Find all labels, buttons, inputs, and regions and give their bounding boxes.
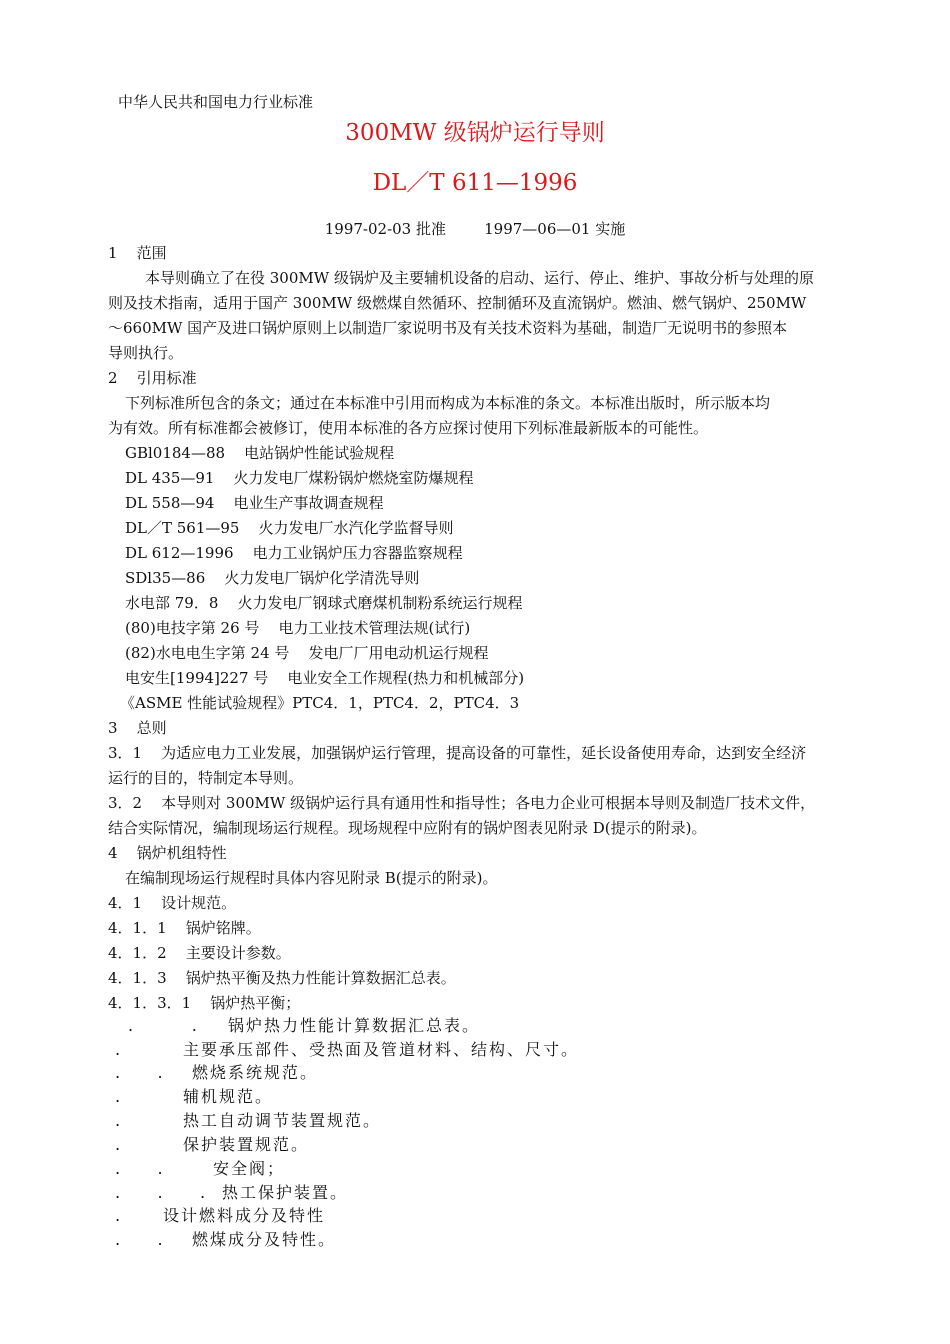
list-item	[115, 1183, 349, 1203]
list-item	[115, 1206, 326, 1226]
list-item-text: 热工自动调节装置规范。	[183, 1111, 382, 1130]
list-item-dots: .	[115, 1087, 123, 1106]
list-item	[115, 1087, 274, 1107]
reference-item: 电安生[1994]227 号 电业安全工作规程(热力和机械部分)	[125, 669, 525, 687]
list-item-text: 燃烧系统规范。	[192, 1063, 319, 1082]
list-item-dots: .	[115, 1206, 123, 1225]
list-item	[115, 1040, 580, 1060]
list-item	[128, 1016, 481, 1036]
list-item-dots: . .	[115, 1230, 165, 1249]
list-item	[115, 1063, 319, 1083]
list-item-dots: .	[115, 1111, 123, 1130]
list-item-dots: . .	[128, 1016, 199, 1035]
reference-item: SDl35—86 火力发电厂锅炉化学清洗导则	[125, 569, 420, 587]
reference-item: 水电部 79．8 火力发电厂钢球式磨煤机制粉系统运行规程	[125, 594, 523, 612]
section-2-heading: 2 引用标准	[108, 369, 197, 387]
reference-item: DL 558—94 电业生产事故调查规程	[125, 494, 384, 512]
list-item	[115, 1159, 286, 1179]
list-item-dots: .	[115, 1040, 123, 1059]
reference-item: DL 612—1996 电力工业锅炉压力容器监察规程	[125, 544, 463, 562]
list-item-text: 辅机规范。	[183, 1087, 274, 1106]
list-item-dots: .	[115, 1135, 123, 1154]
section-1-heading: 1 范围	[108, 244, 167, 262]
clause-3-1-continued: 运行的目的，特制定本导则。	[108, 769, 304, 787]
list-item-text: 燃煤成分及特性。	[192, 1230, 337, 1249]
reference-item: DL／T 561—95 火力发电厂水汽化学监督导则	[125, 519, 454, 537]
clause-4-1-3-1: 4．1．3．1 锅炉热平衡；	[108, 994, 301, 1012]
clause-3-2: 3．2 本导则对 300MW 级锅炉运行具有通用性和指导性；各电力企业可根据本导则及制造厂技术文件，	[108, 794, 816, 812]
list-item	[115, 1135, 310, 1155]
section-3-heading: 3 总则	[108, 719, 167, 737]
list-item-text: 锅炉热力性能计算数据汇总表。	[228, 1016, 481, 1035]
reference-item: GBl0184—88 电站锅炉性能试验规程	[125, 444, 395, 462]
clause-4-1-1: 4．1．1 锅炉铭牌。	[108, 919, 261, 937]
section-2-paragraph: 下列标准所包含的条文；通过在本标准中引用而构成为本标准的条文。本标准出版时，所示版本均	[125, 394, 771, 412]
section-4-paragraph: 在编制现场运行规程时具体内容见附录 B(提示的附录)。	[125, 869, 498, 887]
section-1-paragraph: ～660MW 国产及进口锅炉原则上以制造厂家说明书及有关技术资料为基础，制造厂无说明书的参照本	[108, 319, 788, 337]
approval-dates: 1997-02-03 批准 1997—06—01 实施	[324, 220, 626, 238]
list-item-text: 主要承压部件、受热面及管道材料、结构、尺寸。	[183, 1040, 580, 1059]
list-item-dots: . . .	[115, 1183, 208, 1202]
list-item-text: 热工保护装置。	[222, 1183, 349, 1202]
reference-item: (82)水电电生字第 24 号 发电厂厂用电动机运行规程	[125, 644, 489, 662]
section-4-heading: 4 锅炉机组特性	[108, 844, 227, 862]
list-item	[115, 1230, 337, 1250]
list-item-text: 保护装置规范。	[183, 1135, 310, 1154]
standard-type: 中华人民共和国电力行业标准	[118, 93, 314, 111]
clause-4-1: 4．1 设计规范。	[108, 894, 237, 912]
list-item-dots: . .	[115, 1159, 165, 1178]
clause-4-1-3: 4．1．3 锅炉热平衡及热力性能计算数据汇总表。	[108, 969, 456, 987]
clause-4-1-2: 4．1．2 主要设计参数。	[108, 944, 291, 962]
document-code: DL／T 611—1996	[372, 170, 578, 196]
list-item-text: 安全阀；	[213, 1159, 286, 1178]
list-item-dots: . .	[115, 1063, 165, 1082]
reference-item: DL 435—91 火力发电厂煤粉锅炉燃烧室防爆规程	[125, 469, 474, 487]
section-1-paragraph: 则及技术指南，适用于国产 300MW 级燃煤自然循环、控制循环及直流锅炉。燃油、燃气锅炉、250MW	[108, 294, 807, 312]
section-1-paragraph: 导则执行。	[108, 344, 184, 362]
section-2-paragraph: 为有效。所有标准都会被修订，使用本标准的各方应探讨使用下列标准最新版本的可能性。	[108, 419, 709, 437]
clause-3-2-continued: 结合实际情况，编制现场运行规程。现场规程中应附有的锅炉图表见附录 D(提示的附录)。	[108, 819, 707, 837]
document-title: 300MW 级锅炉运行导则	[345, 120, 605, 146]
reference-item: 《ASME 性能试验规程》PTC4．1，PTC4．2，PTC4．3	[120, 694, 520, 712]
section-1-paragraph: 本导则确立了在役 300MW 级锅炉及主要辅机设备的启动、运行、停止、维护、事故分析与处理的原	[145, 269, 814, 287]
clause-3-1: 3．1 为适应电力工业发展，加强锅炉运行管理，提高设备的可靠性，延长设备使用寿命，达到安全经济	[108, 744, 807, 762]
list-item-text: 设计燃料成分及特性	[163, 1206, 326, 1225]
reference-item: (80)电技字第 26 号 电力工业技术管理法规(试行)	[125, 619, 471, 637]
list-item	[115, 1111, 382, 1131]
